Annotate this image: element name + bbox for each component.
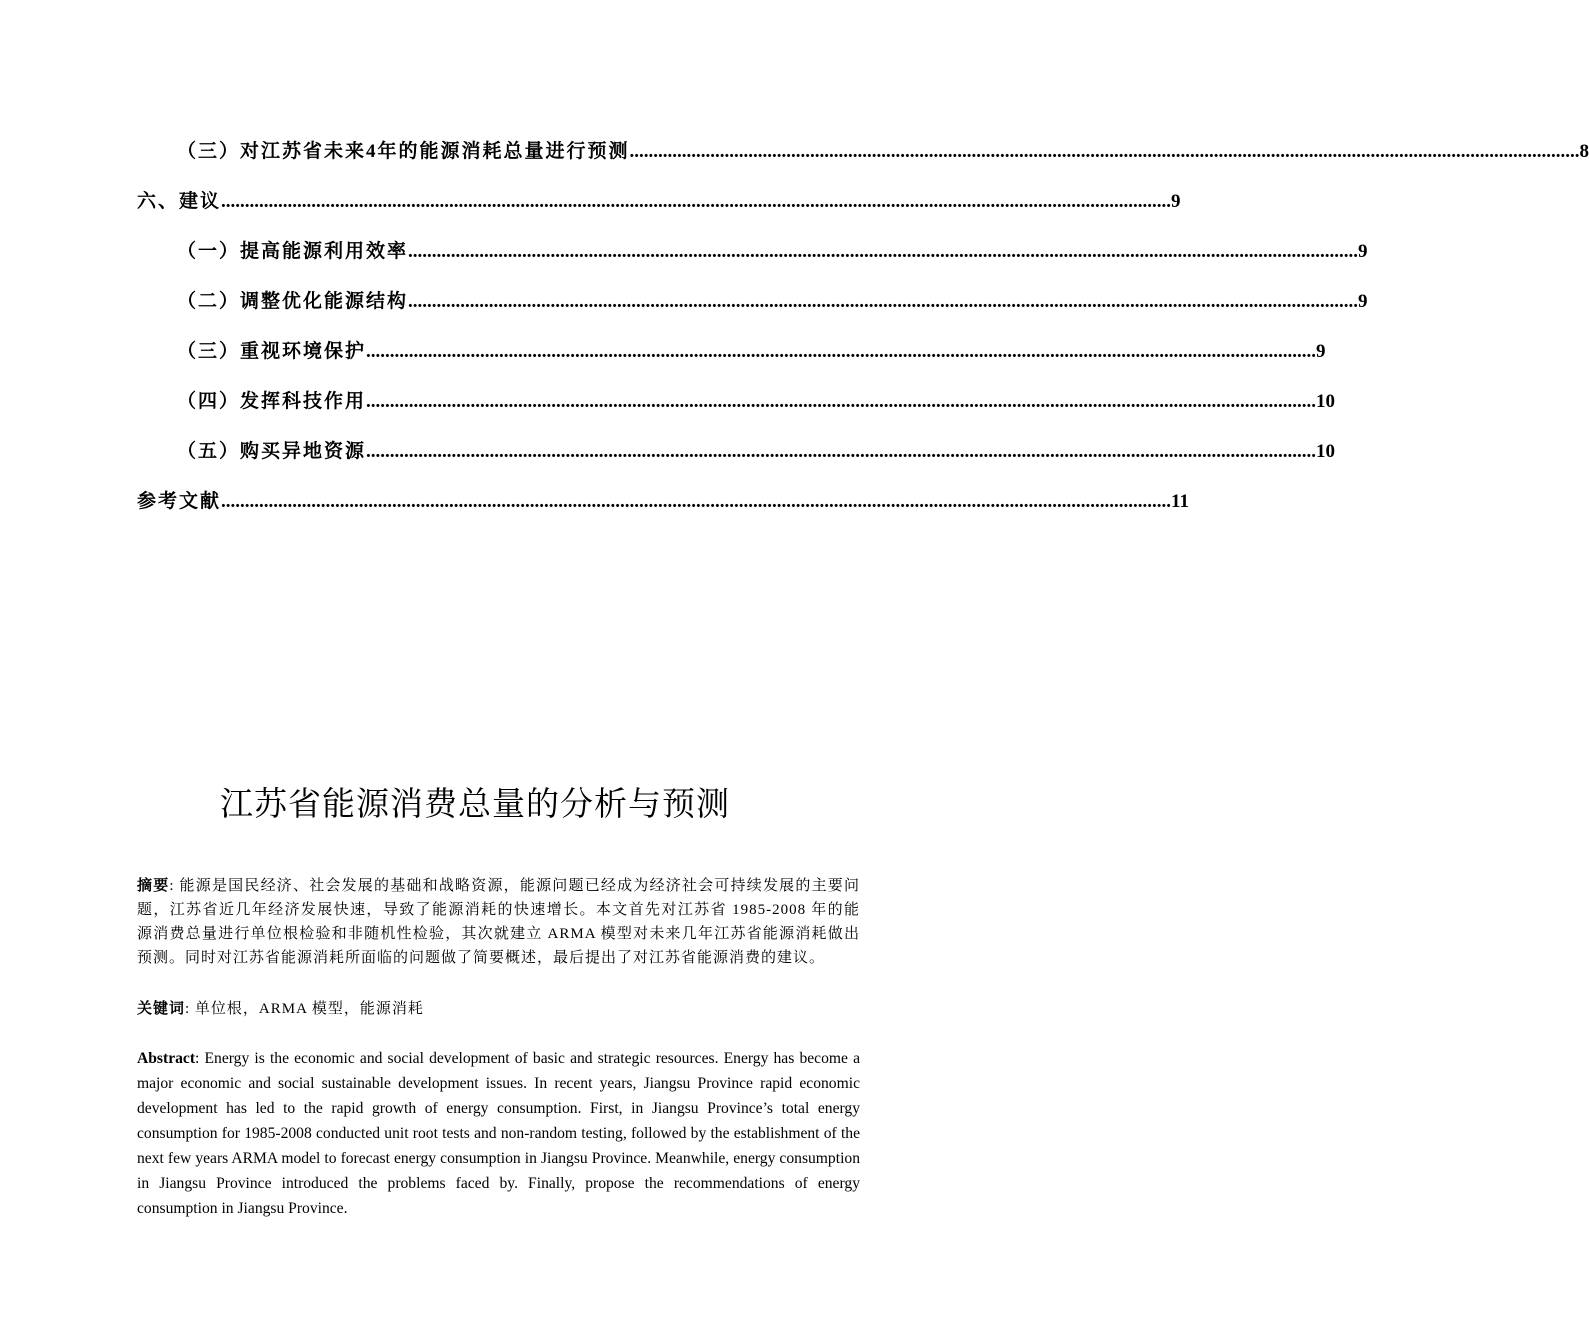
toc-entry-page: 10 (1316, 441, 1336, 462)
toc-entry[interactable] (137, 436, 1336, 486)
toc-entry-title: （一）提高能源利用效率 (177, 241, 409, 262)
toc-entry-title: （五）购买异地资源 (177, 441, 367, 462)
keywords (137, 997, 860, 1021)
chinese-abstract (137, 874, 860, 970)
abstract-cn-label: 摘要 (137, 878, 170, 894)
toc-entry[interactable] (137, 186, 1181, 236)
abstract-cn-text: : 能源是国民经济、社会发展的基础和战略资源，能源问题已经成为经济社会可持续发展的主要问题，江苏省近几年经济发展快速，导致了能源消耗的快速增长。本文首先对江苏省 1985-2008 年的能源消费总量进行单位根检验和非随机性检验，其次就建立 ARMA 模型对未来几年江苏省能源消耗做出预测。同时对江苏省能源消耗所面临的问题做了简要概述，最后提出了对江苏省能源消费的建议。 (137, 878, 860, 966)
toc-leader-dots: ........................................................................................................................................................................................................ (221, 491, 1172, 512)
toc-entry-title: （二）调整优化能源结构 (177, 291, 409, 312)
abstract-en-label: Abstract (137, 1050, 196, 1067)
toc-leader-dots: ........................................................................................................................................................................................................ (366, 441, 1317, 462)
keywords-label: 关键词 (137, 1001, 186, 1017)
toc-leader-dots: ........................................................................................................................................................................................................ (629, 141, 1580, 162)
toc-entry-title: （三）重视环境保护 (177, 341, 367, 362)
toc-entry-page: 9 (1358, 291, 1368, 312)
toc-leader-dots: ........................................................................................................................................................................................................ (366, 391, 1317, 412)
toc-entry[interactable] (137, 286, 1368, 336)
toc-entry-page: 9 (1171, 191, 1181, 212)
toc-entry-title: 参考文献 (137, 491, 222, 512)
toc-leader-dots: ........................................................................................................................................................................................................ (366, 341, 1317, 362)
document-title: 江苏省能源消费总量的分析与预测 (220, 784, 730, 823)
toc-entry-page: 8 (1579, 141, 1589, 162)
toc-entry[interactable] (137, 236, 1368, 286)
toc-entry[interactable] (137, 386, 1336, 436)
keywords-text: : 单位根，ARMA 模型，能源消耗 (185, 1001, 424, 1017)
english-abstract (137, 1046, 860, 1221)
toc-entry-page: 10 (1316, 391, 1336, 412)
toc-entry-page: 9 (1316, 341, 1326, 362)
toc-entry[interactable] (137, 136, 1589, 186)
toc-entry-title: （三）对江苏省未来4年的能源消耗总量进行预测 (177, 141, 630, 162)
toc-leader-dots: ........................................................................................................................................................................................................ (408, 241, 1359, 262)
abstract-en-text: : Energy is the economic and social development of basic and strategic resources. Energy has become a major economic and social sustainable development issues. In recent years, Jiangsu Province rapid economic development has led to the rapid growth of energy consumption. First, in Jiangsu Province’s total energy consumption for 1985-2008 conducted unit root tests and non-random testing, followed by the establishment of the next few years ARMA model to forecast energy consumption in Jiangsu Province. Meanwhile, energy consumption in Jiangsu Province introduced the problems faced by. Finally, propose the recommendations of energy consumption in Jiangsu Province. (137, 1050, 860, 1217)
toc-entry-title: 六、建议 (137, 191, 222, 212)
toc-entry-page: 11 (1171, 491, 1189, 512)
toc-entry[interactable] (137, 336, 1326, 386)
toc-entry[interactable] (137, 486, 1189, 536)
toc-entry-page: 9 (1358, 241, 1368, 262)
toc-leader-dots: ........................................................................................................................................................................................................ (408, 291, 1359, 312)
toc-leader-dots: ........................................................................................................................................................................................................ (221, 191, 1172, 212)
toc-entry-title: （四）发挥科技作用 (177, 391, 367, 412)
table-of-contents (137, 136, 1589, 536)
